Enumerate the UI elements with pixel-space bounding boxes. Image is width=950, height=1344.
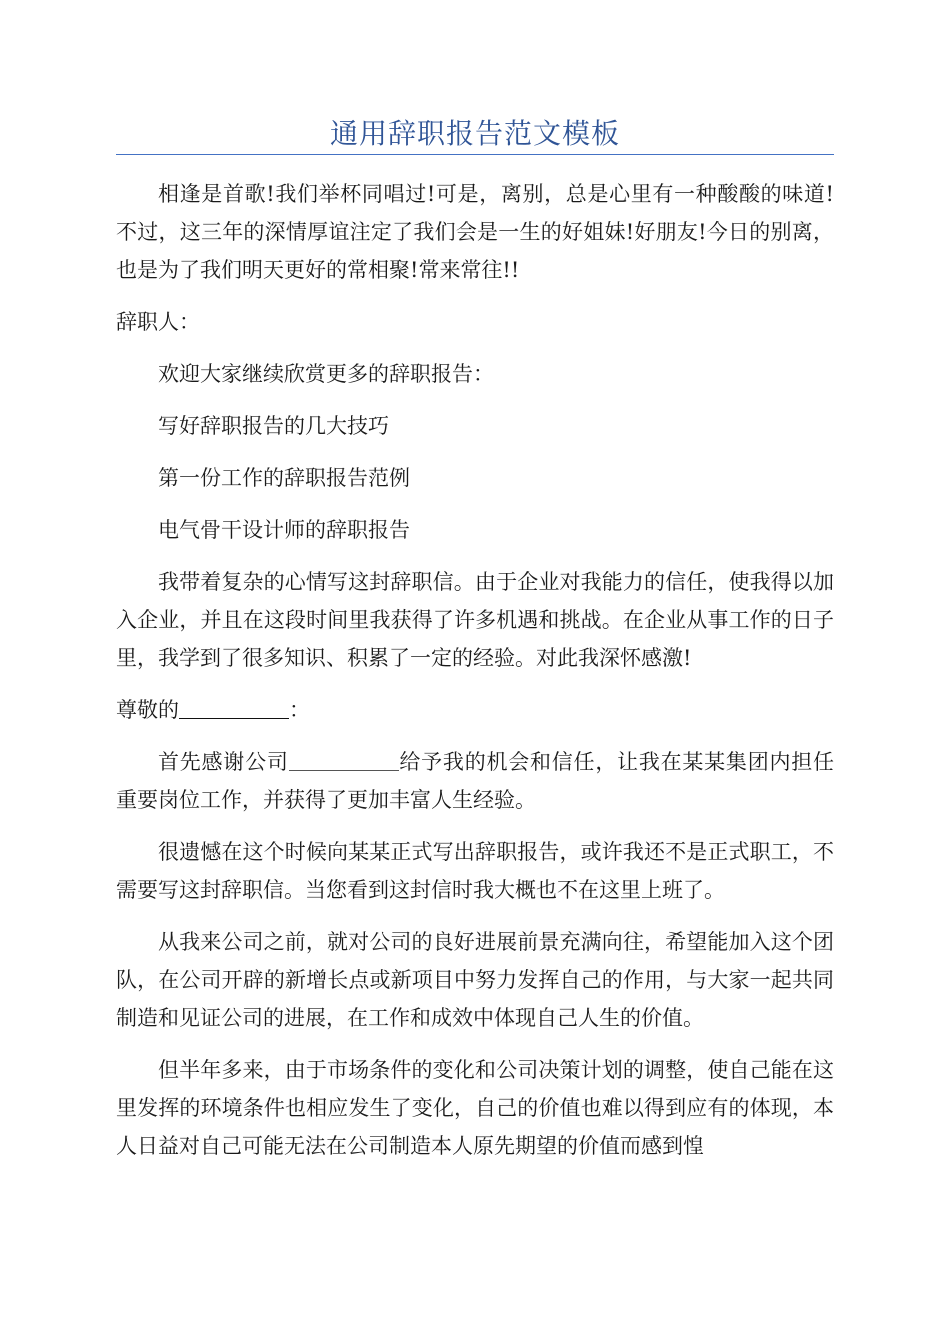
paragraph-farewell: 相逢是首歌!我们举杯同唱过!可是，离别，总是心里有一种酸酸的味道!不过，这三年的深情厚谊注定了我们会是一生的好姐妹!好朋友!今日的别离，也是为了我们明天更好的常相聚!常来常往!! — [116, 182, 834, 282]
salutation-blank — [179, 694, 289, 719]
thanks-prefix: 首先感谢公司 — [158, 750, 289, 774]
paragraph-signer: 辞职人： — [116, 310, 200, 334]
document-body — [116, 175, 834, 1165]
paragraph-salutation — [116, 691, 834, 729]
paragraph-more-reports: 欢迎大家继续欣赏更多的辞职报告： — [158, 362, 494, 386]
thanks-suffix: 给予我的机会和信任，让我在某某集团内担任重要岗位工作，并获得了更加丰富人生经验。 — [116, 750, 835, 812]
company-blank — [289, 746, 399, 771]
paragraph-intro: 我带着复杂的心情写这封辞职信。由于企业对我能力的信任，使我得以加入企业，并且在这段时间里我获得了许多机遇和挑战。在企业从事工作的日子里，我学到了很多知识、积累了一定的经验。对此我深怀感激! — [116, 570, 834, 670]
related-link-first-job: 第一份工作的辞职报告范例 — [158, 466, 410, 490]
paragraph-regret: 很遗憾在这个时候向某某正式写出辞职报告，或许我还不是正式职工，不需要写这封辞职信。当您看到这封信时我大概也不在这里上班了。 — [116, 840, 834, 902]
salutation-suffix: ： — [289, 698, 310, 722]
paragraph-thanks — [116, 743, 834, 819]
paragraph-change: 但半年多来，由于市场条件的变化和公司决策计划的调整，使自己能在这里发挥的环境条件也相应发生了变化，自己的价值也难以得到应有的体现，本人日益对自己可能无法在公司制造本人原先期望的价值而感到惶 — [116, 1058, 834, 1158]
related-link-tips: 写好辞职报告的几大技巧 — [158, 414, 389, 438]
document-title: 通用辞职报告范文模板 — [329, 117, 620, 150]
title-underline — [116, 154, 834, 155]
related-link-electrical-designer: 电气骨干设计师的辞职报告 — [158, 518, 410, 542]
paragraph-expectation: 从我来公司之前，就对公司的良好进展前景充满向往，希望能加入这个团队，在公司开辟的新增长点或新项目中努力发挥自己的作用，与大家一起共同制造和见证公司的进展，在工作和成效中体现自己人生的价值。 — [116, 930, 834, 1030]
salutation-prefix: 尊敬的 — [116, 698, 179, 722]
